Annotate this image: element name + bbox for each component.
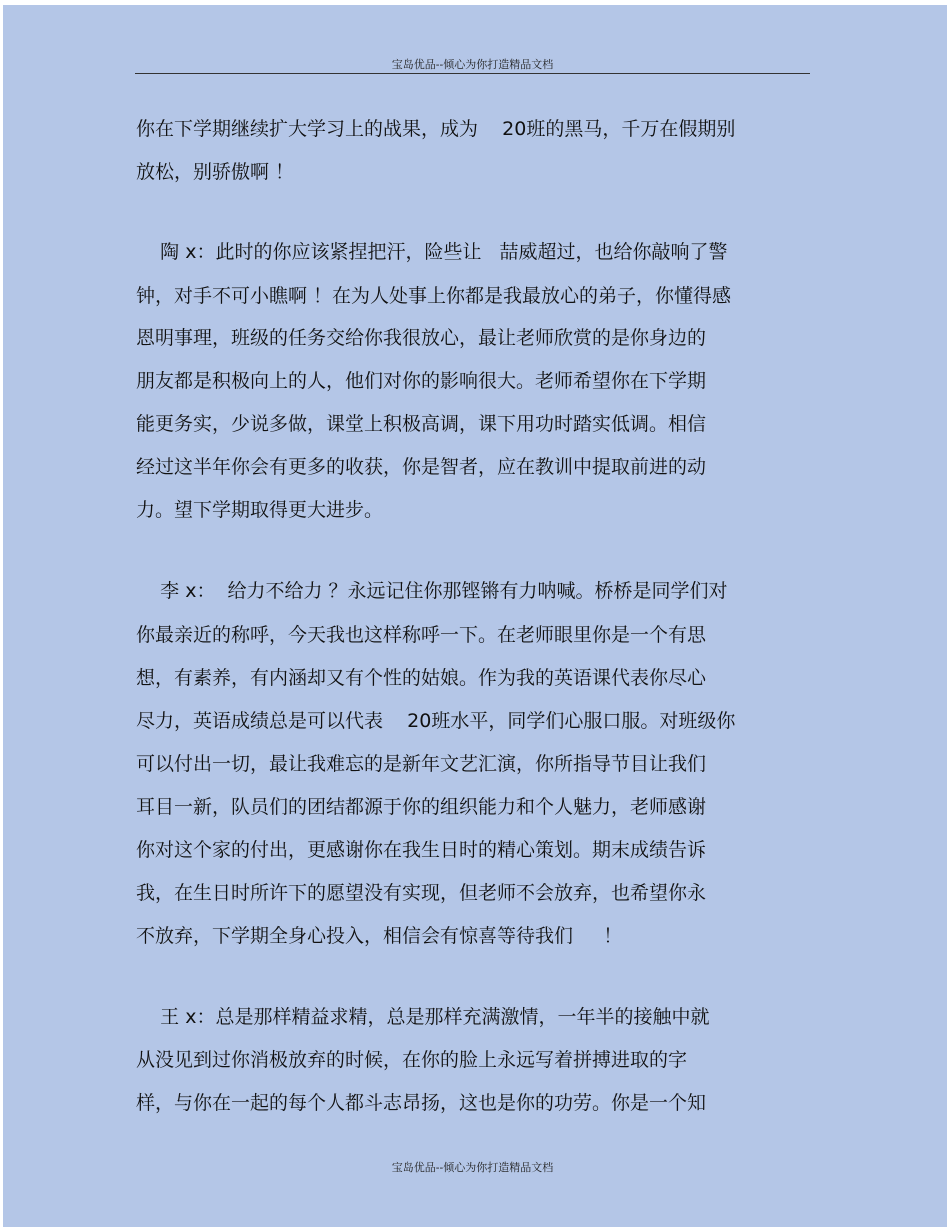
text-line: 我，在生日时所许下的愿望没有实现，但老师不会放弃，也希望你永 xyxy=(136,882,707,904)
page-header: 宝岛优品--倾心为你打造精品文档 xyxy=(391,58,554,71)
text-line: 放松，别骄傲啊 ！ xyxy=(136,161,295,183)
text-line: 耳目一新，队员们的团结都源于你的组织能力和个人魅力，老师感谢 xyxy=(136,796,707,818)
text-line: 可以付出一切，最让我难忘的是新年文艺汇演，你所指导节目让我们 xyxy=(136,753,707,775)
text-line: 你在下学期继续扩大学习上的战果，成为 20班的黑马，千万在假期别 xyxy=(136,118,736,140)
text-line: 想，有素养，有内涵却又有个性的姑娘。作为我的英语课代表你尽心 xyxy=(136,667,707,689)
text-line: 力。望下学期取得更大进步。 xyxy=(136,499,384,521)
text-line: 钟，对手不可小瞧啊 ！在为人处事上你都是我最放心的弟子，你懂得感 xyxy=(136,285,732,307)
text-line: 你最亲近的称呼，今天我也这样称呼一下。在老师眼里你是一个有思 xyxy=(136,624,707,646)
text-line: 李 x： 给力不给力 ？永远记住你那铿锵有力呐喊。桥桥是同学们对 xyxy=(136,580,728,602)
text-line: 王 x：总是那样精益求精，总是那样充满激情，一年半的接触中就 xyxy=(136,1006,710,1028)
text-line: 样，与你在一起的每个人都斗志昂扬，这也是你的功劳。你是一个知 xyxy=(136,1092,707,1114)
text-line: 经过这半年你会有更多的收获，你是智者，应在教训中提取前进的动 xyxy=(136,456,707,478)
header-rule xyxy=(135,73,810,74)
text-line: 朋友都是积极向上的人，他们对你的影响很大。老师希望你在下学期 xyxy=(136,370,707,392)
text-line: 不放弃，下学期全身心投入，相信会有惊喜等待我们 ！ xyxy=(136,925,623,947)
page-footer: 宝岛优品--倾心为你打造精品文档 xyxy=(391,1161,554,1174)
text-line: 你对这个家的付出，更感谢你在我生日时的精心策划。期末成绩告诉 xyxy=(136,839,707,861)
text-line: 恩明事理，班级的任务交给你我很放心，最让老师欣赏的是你身边的 xyxy=(136,327,707,349)
text-line: 从没见到过你消极放弃的时候，在你的脸上永远写着拼搏进取的字 xyxy=(136,1049,688,1071)
text-line: 尽力，英语成绩总是可以代表 20班水平，同学们心服口服。对班级你 xyxy=(136,710,736,732)
text-line: 能更务实，少说多做，课堂上积极高调，课下用功时踏实低调。相信 xyxy=(136,413,707,435)
document-page xyxy=(3,5,947,1227)
text-line: 陶 x：此时的你应该紧捏把汗，险些让 喆威超过，也给你敲响了警 xyxy=(136,241,728,263)
